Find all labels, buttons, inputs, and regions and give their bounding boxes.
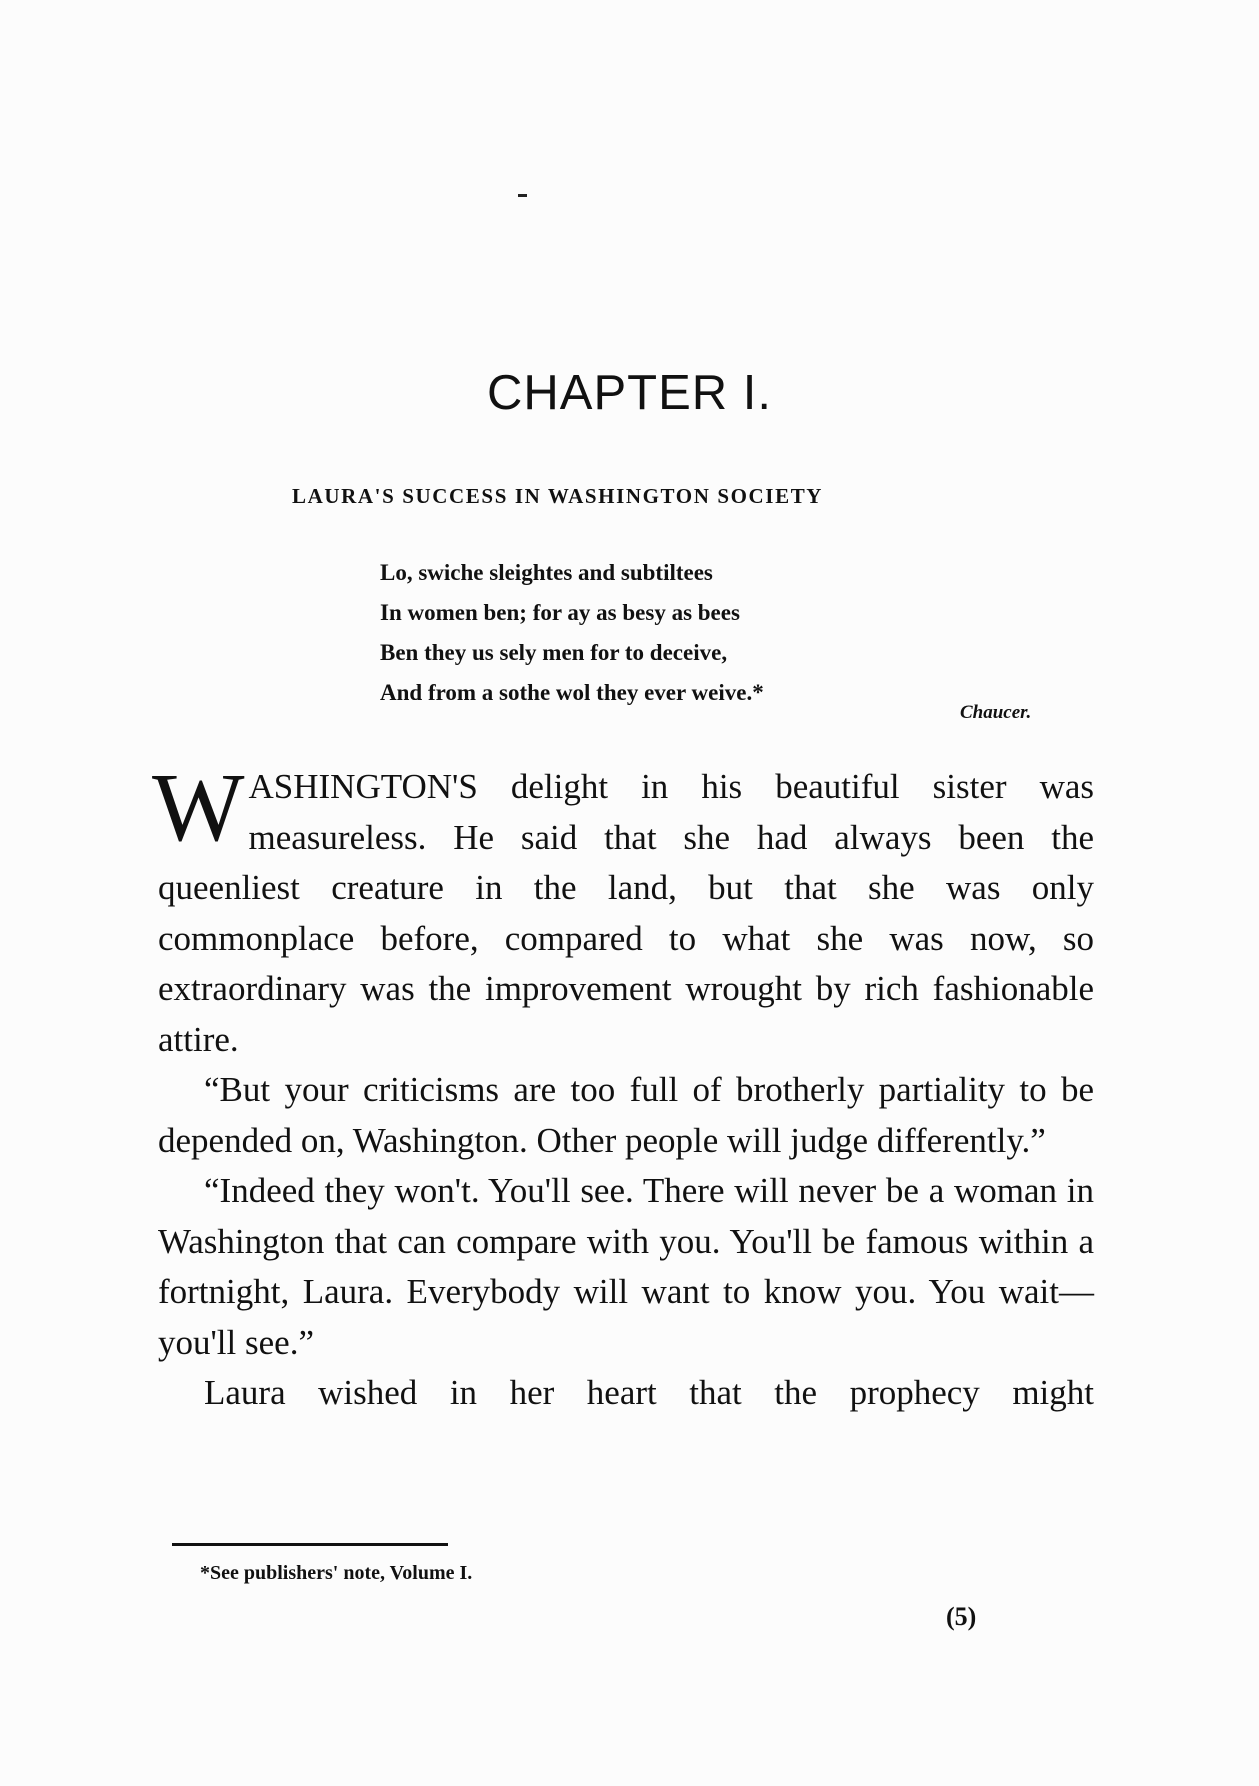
paragraph	[152, 754, 1094, 1065]
drop-cap: W	[152, 754, 245, 862]
footnote-rule	[172, 1543, 448, 1546]
page-number: (5)	[946, 1602, 977, 1631]
epigraph-line: In women ben; for ay as besy as bees	[380, 600, 740, 625]
epigraph-line: And from a sothe wol they ever weive.*	[380, 680, 764, 705]
epigraph-line: Ben they us sely men for to deceive,	[380, 640, 728, 665]
epigraph-attribution: Chaucer.	[960, 702, 1032, 723]
paragraph: “Indeed they won't. You'll see. There will never be a woman in Washington that can compare with you. You'll be famous within a fortnight, Laura. Everybody will want to know you. You wait—you'll see.”	[158, 1171, 1094, 1362]
chapter-title: CHAPTER I.	[487, 366, 772, 420]
body-text	[152, 754, 1094, 1419]
chapter-subtitle: LAURA'S SUCCESS IN WASHINGTON SOCIETY	[292, 484, 824, 508]
epigraph-line: Lo, swiche sleightes and subtiltees	[380, 560, 713, 585]
ink-speck	[518, 194, 527, 197]
paragraph: “But your criticisms are too full of brotherly partiality to be depended on, Washington. Other people will judge differently.”	[158, 1070, 1094, 1160]
footnote: *See publishers' note, Volume I.	[200, 1562, 473, 1584]
epigraph	[380, 553, 980, 713]
paragraph-text: ASHINGTON'S delight in his beautiful sister was measureless. He said that she had always been the queenliest creature in the land, but that she was only commonplace before, compared to what she was now, so extraordinary was the improvement wrought by rich fashionable attire.	[158, 767, 1094, 1059]
paragraph: Laura wished in her heart that the prophecy might	[204, 1373, 1094, 1412]
